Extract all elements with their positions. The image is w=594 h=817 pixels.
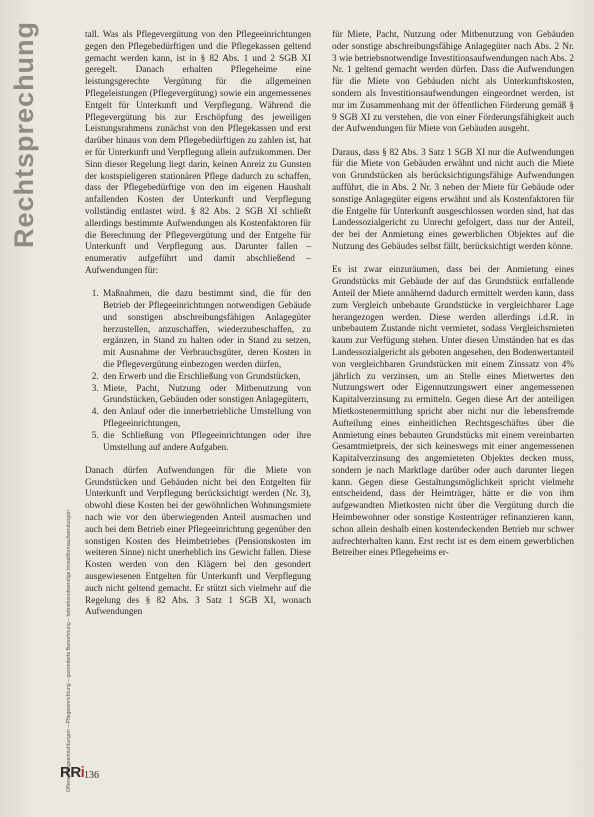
journal-logo <box>60 764 84 781</box>
cost-exclusion-list <box>85 289 311 454</box>
page-number: 136 <box>84 770 99 781</box>
left-paragraph-1: tall. Was als Pflegevergütung von den Pflegeeinrichtungen gegen den Pflegebedürftigen und die Pflegekassen geltend gemacht werden kann, ist in § 82 Abs. 1 und 2 SGB XI geregelt. Danach erhalten Pflegeheime eine leistungsgerechte Vergütung für die allgemeinen Pflegeleistungen (Pflegevergütung) sowie ein angemessenes Entgelt für Unterkunft und Verpflegung. Während die Pflegevergütung bis zur Erschöpfung des jeweiligen Leistungsrahmens zunächst von den Pflegekassen und erst darüber hinaus von dem Pflegebedürftigen zu zahlen ist, hat er für Unterkunft und Verpflegung allein aufzukommen. Der Sinn dieser Regelung liegt darin, keinen Anreiz zu Gunsten der kostspieligeren stationären Pflege dadurch zu schaffen, dass der Pflegebedürftige von den im eigenen Haushalt anfallenden Kosten der Unterkunft und Verpflegung vollständig entlastet wird. § 82 Abs. 2 SGB XI schließt allerdings bestimmte Aufwendungen als Kostenfaktoren für die Berechnung der Pflegevergütung und der Entgelte für Unterkunft und Verpflegung aus. Darunter fallen – enumerativ aufgeführt und damit abschließend – Aufwendungen für: <box>85 30 311 276</box>
right-paragraph-2: Daraus, dass § 82 Abs. 3 Satz 1 SGB XI nur die Aufwendungen für die Miete von Gebäuden erwähnt und nicht auch die Miete von Grundstücken als berücksichtigungsfähige Aufwendungen aufführt, die in Abs. 2 Nr. 3 neben der Miete für Gebäude oder sonstige Anlagegüter eigens erwähnt und als Kostenfaktoren für die Entgelte für Unterkunft ausgeschlossen worden sind, hat das Landessozialgericht zu Unrecht gefolgert, dass nur der Anteil, der bei der Anmietung eines gewerblichen Objektes auf die Nutzung des Gebäudes selbst fällt, berücksichtigt werden könne. <box>332 147 574 253</box>
left-paragraph-2: Danach dürfen Aufwendungen für die Miete von Grundstücken und Gebäuden nicht bei den Entgelten für Unterkunft und Verpflegung berücksichtigt werden (Nr. 3), obwohl diese Kosten bei der gewöhnlichen Wohnungsmiete nach wie vor den überwiegenden Anteil ausmachen und auch bei dem Betrieb einer Pflegeeinrichtung gegenüber den sonstigen Kosten des Heimbetriebes (Pensionskosten im weiteren Sinne) nicht unerheblich ins Gewicht fallen. Diese Kosten werden von den Klägern bei den gesondert ausgewiesenen Entgelten für Unterkunft und Verpflegung auch nicht geltend gemacht. Er stützt sich vielmehr auf die Regelung des § 82 Abs. 3 Satz 1 SGB XI, wonach Aufwendungen <box>85 465 311 618</box>
keyword-strip: Offene Pflegeeinrichtungen – Pflegeeinrichtung – gesonderte Berechnung – betriebsnotwendige Investitionsaufwendungen <box>66 510 72 792</box>
page-margin-spine <box>0 0 80 817</box>
logo-accent: i <box>80 764 85 781</box>
list-item: 2. den Erwerb und die Erschließung von Grundstücken, <box>101 372 311 384</box>
list-item: 4. den Anlauf oder die innerbetriebliche Umstellung von Pflegeeinrichtungen, <box>101 407 311 431</box>
list-item: 3. Miete, Pacht, Nutzung oder Mitbenutzung von Grundstücken, Gebäuden oder sonstigen Anlagegütern, <box>101 384 311 408</box>
right-paragraph-1: für Miete, Pacht, Nutzung oder Mitbenutzung von Gebäuden oder sonstige abschreibungsfähige Anlagegüter nach Abs. 2 Nr. 3 wie betriebsnotwendige Investitionsaufwendungen nach Abs. 2 Nr. 1 geltend gemacht werden dürfen. Dass die Aufwendungen für die Miete von Gebäuden nicht als Unterkunftskosten, sondern als Investitionsaufwendungen eingeordnet werden, ist nur im Zusammenhang mit der öffentlichen Förderung gemäß § 9 SGB XI zu verstehen, die von einer Förderungsfähigkeit auch der Aufwendungen für Miete von Gebäuden ausgeht. <box>332 30 574 135</box>
right-paragraph-3: Es ist zwar einzuräumen, dass bei der Anmietung eines Grundstücks mit Gebäude der auf das Grundstück entfallende Anteil der Miete annähernd dadurch ermittelt werden kann, dass zum Vergleich unbebaute Grundstücke in vergleichbarer Lage herangezogen werden. Diese werden allerdings i.d.R. in unbebautem Zustande nicht vermietet, sodass Vergleichsmieten kaum zur Verfügung stehen. Unter diesen Umständen hat es das Landessozialgericht als geboten angesehen, den Bodenwertanteil von vergleichbaren Grundstücken mit einem Zinssatz von 4% jährlich zu verzinsen, um an Stelle eines Mietwertes den Nutzungswert oder Eigennutzungswert einer angemessenen Kapitalverzinsung zu ermitteln. Gegen diese Art der anteiligen Mietkostenermittlung spricht aber nicht nur die lebensfremde Aufteilung eines einheitlichen Rechtsgeschäftes über die Anmietung eines bebauten Grundstücks mit einem vereinbarten Gesamtmietpreis, der sich keineswegs mit einer angemessenen Kapitalverzinsung des angemieteten Objektes decken muss, sondern je nach Marktlage darüber oder auch darunter liegen kann. Gegen diese Gestaltungsmöglichkeit spricht vielmehr entscheidend, dass der Heimträger, hätte er die von ihm aufgewandten Mietkosten nicht über die Vergütung durch die Heimbewohner oder sonstige Kostenträger refinanzieren kann, schon allein deshalb einen kostendeckenden Betrieb nur schwer aufrechterhalten kann. Erst recht ist es dem einem gewerblichen Betreiber eines Pflegeheims er- <box>332 265 574 559</box>
list-item: 5. die Schließung von Pflegeeinrichtungen oder ihre Umstellung auf andere Aufgaben. <box>101 431 311 455</box>
logo-main: RR <box>60 764 81 781</box>
left-column <box>85 30 311 631</box>
list-item: 1. Maßnahmen, die dazu bestimmt sind, die für den Betrieb der Pflegeeinrichtungen notwendigen Gebäude und sonstigen abschreibungsfähigen Anlagegüter herzustellen, anzuschaffen, wiederzubeschaffen, zu ergänzen, in Stand zu halten oder in Stand zu setzen, mit Ausnahme der Verbrauchsgüter, deren Kosten in die Pflegevergütung einbezogen werden dürfen, <box>101 289 311 372</box>
right-column <box>332 30 574 572</box>
section-rubric: Rechtsprechung <box>9 20 39 248</box>
